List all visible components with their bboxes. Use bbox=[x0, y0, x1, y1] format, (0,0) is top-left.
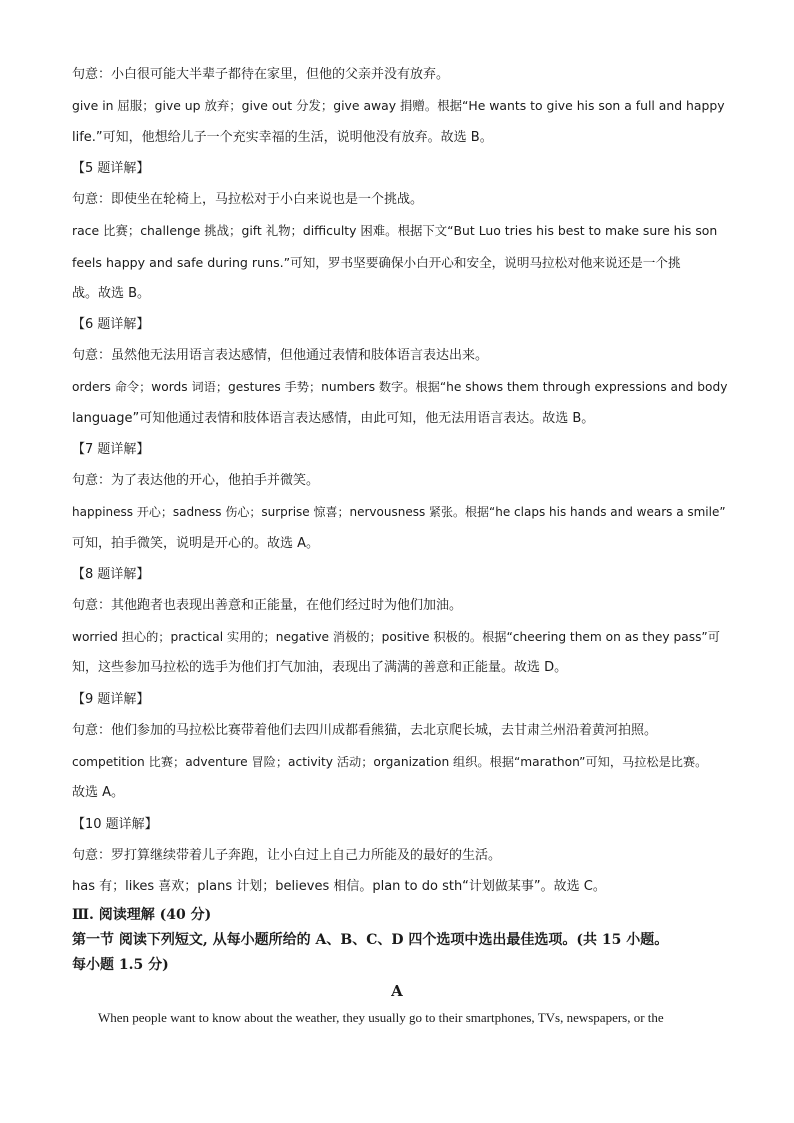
question-heading: 【10 题详解】 bbox=[72, 817, 158, 832]
text-line: happiness 开心；sadness 伤心；surprise 惊喜；nervousness 紧张。根据“he claps his hands and wears a smile” bbox=[72, 505, 726, 519]
text-line: 句意：即使坐在轮椅上，马拉松对于小白来说也是一个挑战。 bbox=[72, 192, 424, 207]
section-heading: Ⅲ. 阅读理解 (40 分) bbox=[72, 907, 212, 923]
text-line: 句意：罗打算继续带着儿子奔跑，让小白过上自己力所能及的最好的生活。 bbox=[72, 848, 502, 863]
text-line: has 有；likes 喜欢；plans 计划；believes 相信。plan to do sth“计划做某事”。故选 C。 bbox=[72, 879, 606, 894]
text-line: 句意：其他跑者也表现出善意和正能量，在他们经过时为他们加油。 bbox=[72, 598, 463, 613]
text-line: 句意：为了表达他的开心，他拍手并微笑。 bbox=[72, 473, 320, 488]
section-instruction-continued: 每小题 1.5 分) bbox=[72, 957, 169, 973]
question-heading: 【8 题详解】 bbox=[72, 567, 150, 582]
question-heading: 【9 题详解】 bbox=[72, 692, 150, 707]
text-line: 句意：虽然他无法用语言表达感情，但他通过表情和肢体语言表达出来。 bbox=[72, 348, 489, 363]
text-line: race 比赛；challenge 挑战；gift 礼物；difficulty 困难。根据下文“But Luo tries his best to make sure his son bbox=[72, 223, 718, 238]
text-line: 知，这些参加马拉松的选手为他们打气加油，表现出了满满的善意和正能量。故选 D。 bbox=[72, 660, 568, 675]
question-heading: 【5 题详解】 bbox=[72, 161, 150, 176]
text-line: 故选 A。 bbox=[72, 785, 125, 800]
passage-first-line: When people want to know about the weather, they usually go to their smartphones, TVs, newspapers, or the bbox=[98, 1010, 664, 1025]
text-line: life.”可知，他想给儿子一个充实幸福的生活，说明他没有放弃。故选 B。 bbox=[72, 130, 493, 145]
text-line: worried 担心的；practical 实用的；negative 消极的；positive 积极的。根据“cheering them on as they pass”可 bbox=[72, 630, 720, 644]
text-line: orders 命令；words 词语；gestures 手势；numbers 数字。根据“he shows them through expressions and body bbox=[72, 380, 728, 394]
text-line: give in 屈服；give up 放弃；give out 分发；give away 捐赠。根据“He wants to give his son a full and happy bbox=[72, 98, 725, 113]
text-line: 句意：他们参加的马拉松比赛带着他们去四川成都看熊猫，去北京爬长城，去甘肃兰州沿着黄河拍照。 bbox=[72, 723, 658, 738]
text-line: 战。故选 B。 bbox=[72, 286, 151, 301]
passage-label: A bbox=[391, 982, 403, 1000]
section-instruction: 第一节 阅读下列短文, 从每小题所给的 A、B、C、D 四个选项中选出最佳选项。(共 15 小题。 bbox=[72, 932, 669, 948]
text-line: feels happy and safe during runs.”可知，罗书坚要确保小白开心和安全，说明马拉松对他来说还是一个挑 bbox=[72, 255, 681, 270]
text-line: language”可知他通过表情和肢体语言表达感情，由此可知，他无法用语言表达。故选 B。 bbox=[72, 411, 595, 426]
question-heading: 【7 题详解】 bbox=[72, 442, 150, 457]
text-line: 句意：小白很可能大半辈子都待在家里，但他的父亲并没有放弃。 bbox=[72, 67, 450, 82]
text-line: 可知，拍手微笑，说明是开心的。故选 A。 bbox=[72, 536, 320, 551]
text-line: competition 比赛；adventure 冒险；activity 活动；organization 组织。根据“marathon”可知，马拉松是比赛。 bbox=[72, 755, 708, 769]
question-heading: 【6 题详解】 bbox=[72, 317, 150, 332]
